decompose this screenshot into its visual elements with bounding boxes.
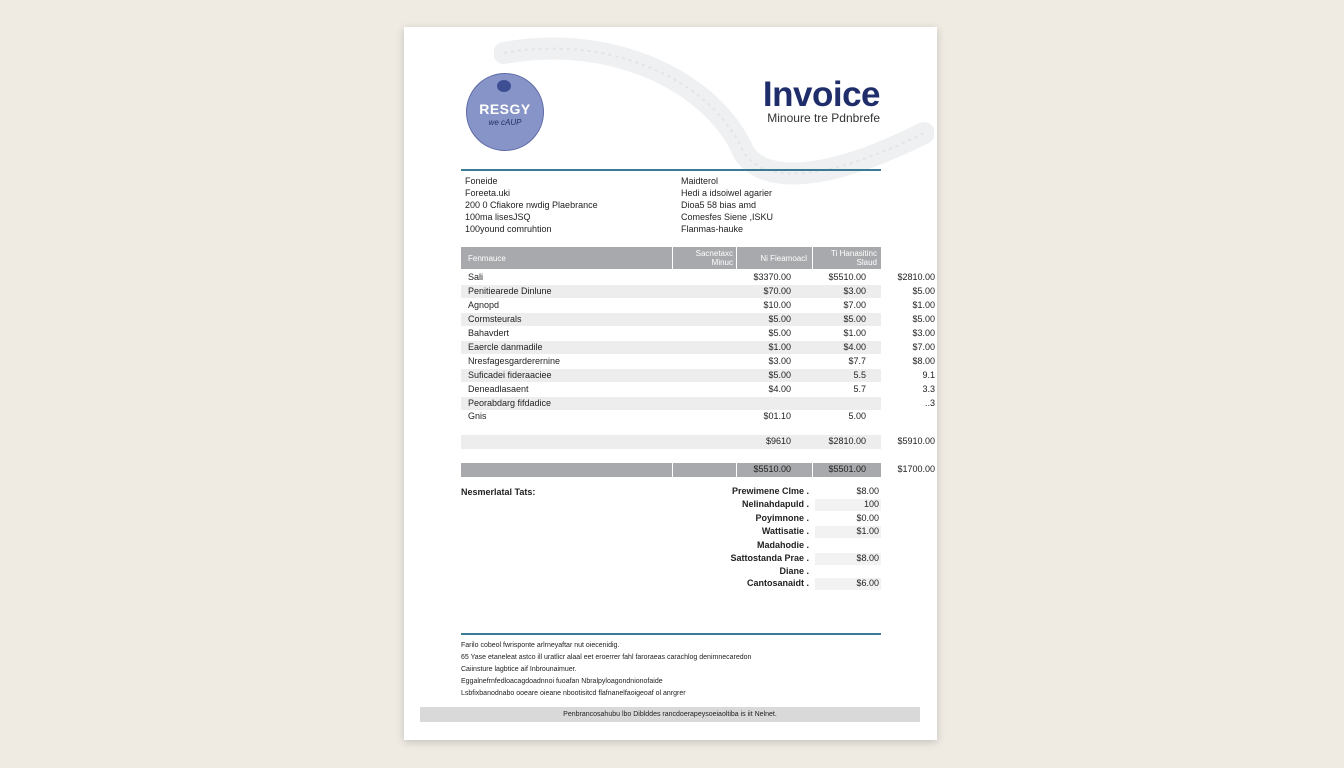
column-separator <box>736 247 737 269</box>
row-description: Penitiearede Dinlune <box>468 286 552 296</box>
summary-label: Nesmerlatal Tats: <box>461 487 536 497</box>
row-amount: $01.10 <box>763 411 791 421</box>
table-row <box>461 271 935 284</box>
address-line: Maidterol <box>681 176 719 186</box>
summary-key: Cantosanaidt . <box>746 578 809 588</box>
row-rate: $5.00 <box>843 314 866 324</box>
address-line: 200 0 Cfiakore nwdig Plaebrance <box>465 200 598 210</box>
row-amount: $4.00 <box>768 384 791 394</box>
table-row <box>461 355 935 368</box>
summary-line <box>704 499 881 511</box>
column-separator <box>672 247 673 269</box>
notes-line: Lsbfixbanodnabo ooeare oieane nbootisitcd flafnanelfaoigeoaf ol anrgrer <box>461 690 686 697</box>
column-separator <box>812 247 813 269</box>
row-amount: $5.00 <box>768 328 791 338</box>
row-rate: 5.7 <box>853 384 866 394</box>
row-total: 3.3 <box>922 384 935 394</box>
table-row <box>461 285 935 298</box>
column-header-description: Fenmauce <box>468 253 506 263</box>
row-rate: $5510.00 <box>828 272 866 282</box>
address-line: Comesfes Siene ,ISKU <box>681 212 774 222</box>
notes-line: Caiinsture lagbtice aif Inbrounaimuer. <box>461 666 577 673</box>
column-header-rate: Ni Fieamoacl <box>760 253 807 263</box>
row-amount: $10.00 <box>763 300 791 310</box>
notes-line: Eggalnefrnfedloacagdoadnnoi fuoafan Nbralpyloagondnionofaide <box>461 678 663 685</box>
table-row <box>461 410 881 423</box>
summary-value: $1.00 <box>815 526 881 538</box>
summary-line <box>704 553 881 565</box>
summary-key: Sattostanda Prae . <box>730 553 809 563</box>
summary-value: $0.00 <box>856 513 879 523</box>
table-row <box>461 397 935 410</box>
row-total: $8.00 <box>912 356 935 366</box>
address-line: 100yound comruhtion <box>465 224 552 234</box>
summary-line <box>704 578 881 590</box>
summary-value: $8.00 <box>856 486 879 496</box>
notes-line: Farilo cobeol fwrisponte arlrneyaftar nut oiecenidig. <box>461 642 620 649</box>
table-row <box>461 369 935 382</box>
summary-value: $8.00 <box>815 553 881 565</box>
summary-key: Madahodie . <box>756 540 809 550</box>
total-rate: $5501.00 <box>828 464 866 474</box>
row-description: Sali <box>468 272 484 282</box>
logo-text: RESGY <box>479 101 531 117</box>
row-rate: 5.5 <box>853 370 866 380</box>
address-line: Foneide <box>465 176 498 186</box>
summary-line <box>704 526 881 538</box>
row-description: Gnis <box>468 411 487 421</box>
recipient-address <box>681 175 773 235</box>
row-total: $5.00 <box>912 314 935 324</box>
row-amount: $3370.00 <box>753 272 791 282</box>
table-row <box>461 341 935 354</box>
subtotal-rate: $2810.00 <box>828 436 866 446</box>
header-divider <box>461 169 881 171</box>
notes-divider <box>461 633 881 635</box>
total-amount: $5510.00 <box>753 464 791 474</box>
summary-value <box>815 566 881 578</box>
summary-key: Wattisatie . <box>761 526 809 536</box>
row-total: $2810.00 <box>897 272 935 282</box>
table-row <box>461 327 935 340</box>
row-description: Nresfagesgarderernine <box>468 356 561 366</box>
address-line: Flanmas-hauke <box>681 224 744 234</box>
invoice-title: Invoice <box>762 75 880 114</box>
row-description: Cormsteurals <box>468 314 522 324</box>
row-total: 9.1 <box>922 370 935 380</box>
row-description: Eaercle danmadile <box>468 342 543 352</box>
row-amount: $5.00 <box>768 370 791 380</box>
row-amount: $3.00 <box>768 356 791 366</box>
row-total: ..3 <box>924 398 935 408</box>
row-rate: $3.00 <box>843 286 866 296</box>
summary-line <box>704 566 881 578</box>
subtotal-row <box>461 435 935 449</box>
invoice-sheet <box>404 27 937 740</box>
notes-block <box>461 640 751 700</box>
table-row <box>461 299 935 312</box>
summary-key: Nelinahdapuld . <box>741 499 809 509</box>
company-logo <box>466 73 544 151</box>
logo-subtext: we cAUP <box>488 118 522 127</box>
row-rate: $7.00 <box>843 300 866 310</box>
summary-key: Prewimene Clme . <box>731 486 809 496</box>
summary-key: Poyimnone . <box>755 513 809 523</box>
summary-line <box>704 540 881 552</box>
subtotal-total: $5910.00 <box>897 436 935 446</box>
summary-line <box>704 486 881 498</box>
row-description: Bahavdert <box>468 328 510 338</box>
summary-value: $6.00 <box>815 578 881 590</box>
row-description: Deneadlasaent <box>468 384 529 394</box>
row-description: Peorabdarg fifdadice <box>468 398 552 408</box>
column-header-amount: Sacnetaxc Minuc <box>695 249 733 267</box>
invoice-subtitle: Minoure tre Pdnbrefe <box>767 111 880 125</box>
row-total: $1.00 <box>912 300 935 310</box>
table-row <box>461 383 935 396</box>
summary-key: Diane . <box>779 566 809 576</box>
address-line: Hedi a idsoiwel agarier <box>681 188 773 198</box>
row-amount: $1.00 <box>768 342 791 352</box>
summary-line <box>704 513 881 525</box>
subtotal-amount: $9610 <box>765 436 791 446</box>
logo-emblem <box>497 80 511 92</box>
row-total: $3.00 <box>912 328 935 338</box>
row-rate: $4.00 <box>843 342 866 352</box>
footer-bar: Penbrancosahubu lbo Diblddes rancdoerapeysoeiaoltiba is iit Nelnet. <box>420 707 920 722</box>
summary-value: 100 <box>815 499 881 511</box>
row-total: $5.00 <box>912 286 935 296</box>
column-separator <box>672 463 673 477</box>
row-description: Suficadei fideraaciee <box>468 370 552 380</box>
items-table-header <box>461 247 881 269</box>
sender-address <box>465 175 598 235</box>
row-total: $7.00 <box>912 342 935 352</box>
table-row <box>461 313 935 326</box>
notes-line: 65 Yase etaneleat astco ill uratlicr alaal eet eroerrer fahl faroraeas carachlog denimnecaredon <box>461 654 752 661</box>
total-total: $1700.00 <box>897 464 935 474</box>
row-description: Agnopd <box>468 300 500 310</box>
total-row <box>461 463 935 477</box>
column-header-total: Ti Hanasitinc Slaud <box>831 249 877 267</box>
row-amount: $5.00 <box>768 314 791 324</box>
row-rate: $1.00 <box>843 328 866 338</box>
row-rate: $7.7 <box>848 356 866 366</box>
summary-value <box>815 540 881 552</box>
address-line: Dioa5 58 bias amd <box>681 200 757 210</box>
address-line: 100ma lisesJSQ <box>465 212 531 222</box>
row-amount: $70.00 <box>763 286 791 296</box>
row-rate: 5.00 <box>848 411 866 421</box>
address-line: Foreeta.uki <box>465 188 511 198</box>
